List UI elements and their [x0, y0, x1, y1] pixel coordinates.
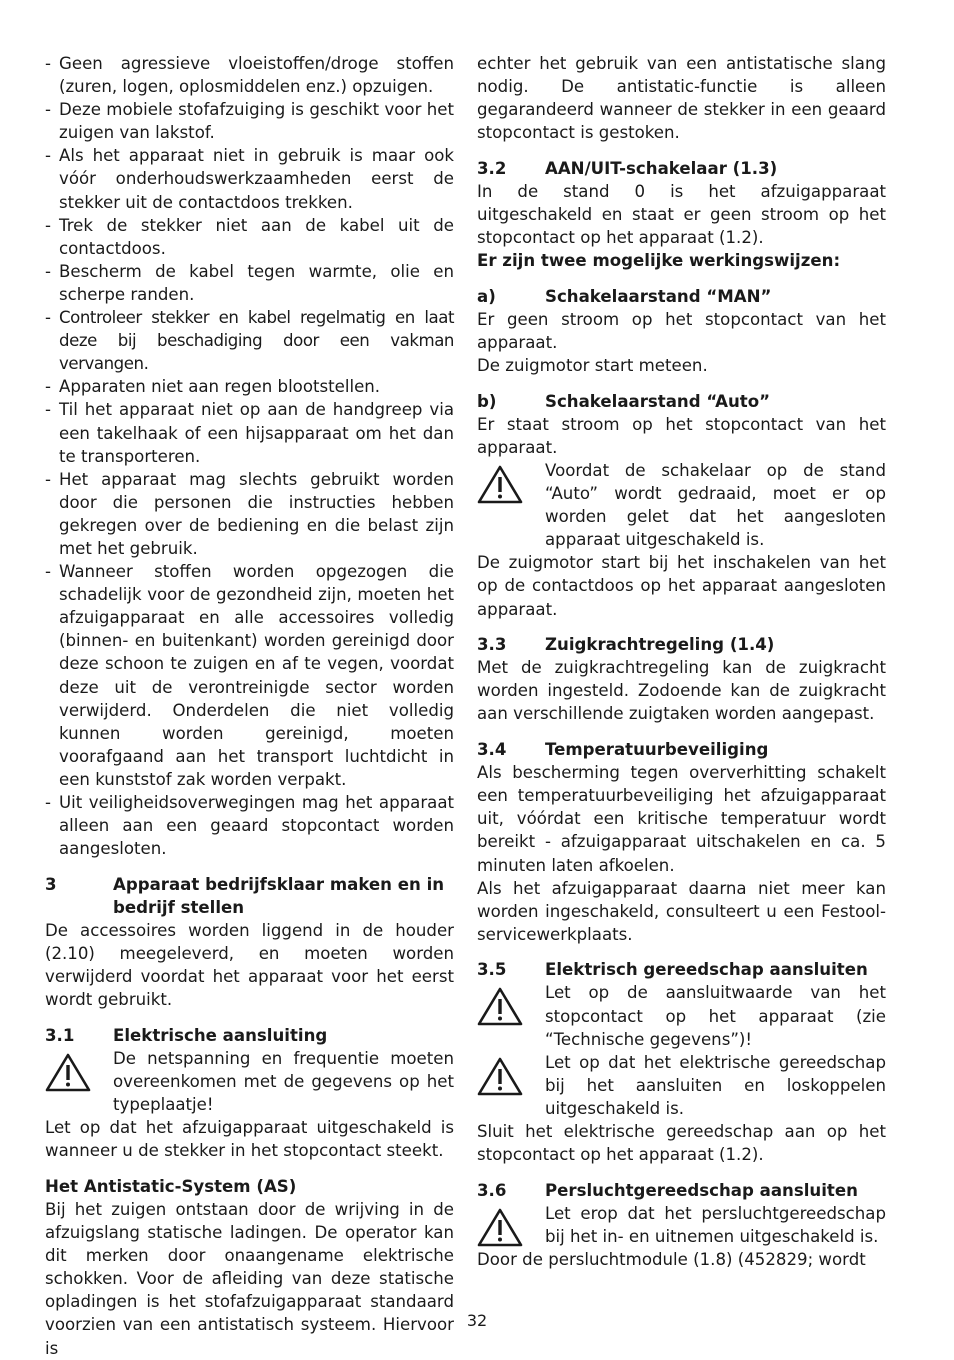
- list-item: - Uit veiligheidsoverwegingen mag het apparaat alleen aan een geaard stopcontact worden aangesloten.: [45, 793, 454, 859]
- section-3-1-text: Let op dat het afzuigapparaat uitgeschakeld is wanneer u de stekker in het stopcontact steekt.: [45, 1118, 454, 1161]
- list-item: - Als het apparaat niet in gebruik is maar ook vóór onderhoudswerkzaamheden eerst de stekker uit de contactdoos trekken.: [45, 146, 454, 212]
- modes-heading: Er zijn twee mogelijke werkingswijzen:: [477, 251, 841, 271]
- section-3-4-text-2: Als het afzuigapparaat daarna niet meer kan worden ingeschakeld, consulteert u een Festool-servicewerkplaats.: [477, 878, 886, 944]
- page-number: 32: [466, 1311, 488, 1330]
- section-heading-3-6: 3.6 Persluchtgereedschap aansluiten: [477, 1180, 858, 1200]
- section-heading-3-3: 3.3 Zuigkrachtregeling (1.4): [477, 635, 775, 655]
- list-item: - Trek de stekker niet aan de kabel uit de contactdoos.: [45, 215, 454, 258]
- left-column: [45, 52, 454, 1360]
- warning-note: Let op dat het elektrische gereedschap bij het aansluiten en loskoppelen uitgeschakeld is.: [477, 1051, 886, 1120]
- list-item: - Controleer stekker en kabel regelmatig en laat deze bij beschadiging door een vakman vervangen.: [45, 308, 454, 374]
- warning-note: Let op de aansluitwaarde van het stopcontact op het apparaat (zie “Technische gegevens”)!: [477, 981, 886, 1050]
- list-item: - Til het apparaat niet op aan de handgreep via een takelhaak of een hijsapparaat om het dan te transporteren.: [45, 400, 454, 466]
- section-3-3-text: Met de zuigkrachtregeling kan de zuigkracht worden ingesteld. Zodoende kan de zuigkracht aan verschillende zuigtaken worden aangepast.: [477, 658, 886, 724]
- warning-triangle-icon: [477, 1207, 523, 1247]
- mode-a-text-2: De zuigmotor start meteen.: [477, 356, 708, 376]
- list-item: - Het apparaat mag slechts gebruikt worden door die personen die instructies hebben gekregen over de bediening en die belast zijn met het gebruik.: [45, 469, 454, 558]
- section-3-4-text: Als bescherming tegen oververhitting schakelt een temperatuurbeveiliging het afzuigapparaat uit, vóórdat een kritische temperatuur wordt bereikt - afzuigapparaat uitschakelen en ca. 5 minuten laten afkoelen.: [477, 763, 886, 875]
- antistatic-heading: Het Antistatic-System (AS): [45, 1176, 297, 1196]
- warning-note: Let erop dat het persluchtgereedschap bij het in- en uitnemen uitgeschakeld is.: [477, 1202, 886, 1248]
- warning-triangle-icon: [477, 1056, 523, 1096]
- mode-b-heading: b) Schakelaarstand “Auto”: [477, 391, 771, 411]
- section-heading-3-1: 3.1 Elektrische aansluiting: [45, 1025, 328, 1045]
- section-heading-3-2: 3.2 AAN/UIT-schakelaar (1.3): [477, 158, 778, 178]
- list-item: - Apparaten niet aan regen blootstellen.: [45, 377, 381, 397]
- section-heading-3: 3 Apparaat bedrijfsklaar maken en in bedrijf stellen: [45, 874, 445, 917]
- warning-note: De netspanning en frequentie moeten overeenkomen met de gegevens op het typeplaatje!: [45, 1047, 454, 1116]
- mode-b-text-2: De zuigmotor start bij het inschakelen van het op de contactdoos op het apparaat aangesloten apparaat.: [477, 553, 886, 619]
- section-heading-3-4: 3.4 Temperatuurbeveiliging: [477, 740, 769, 760]
- safety-bullet-list: [45, 52, 454, 860]
- warning-triangle-icon: [477, 464, 523, 504]
- section-3-2-text: In de stand 0 is het afzuigapparaat uitgeschakeld en staat er geen stroom op het stopcontact op het apparaat (1.2).: [477, 181, 886, 248]
- mode-a-text: Er geen stroom op het stopcontact van het apparaat.: [477, 309, 886, 353]
- list-item: - Wanneer stoffen worden opgezogen die schadelijk voor de gezondheid zijn, moeten het afzuigapparaat en alle accessoires volledig (binnen- en buitenkant) worden gereinigd door deze schoon te zuigen en af te vegen, voordat deze uit de verontreinigde sector worden verwijderd. Onderdelen die niet volledig kunnen worden gereinigd, moeten voorafgaand aan het transport luchtdicht in een kunststof zak worden verpakt.: [45, 562, 454, 789]
- continued-text: echter het gebruik van een antistatische slang nodig. De antistatic-functie is alleen gegarandeerd wanneer de stekker in een geaard stopcontact is gestoken.: [477, 54, 886, 143]
- section-heading-3-5: 3.5 Elektrisch gereedschap aansluiten: [477, 960, 868, 980]
- section-3-6-text: Door de persluchtmodule (1.8) (452829; wordt: [477, 1250, 866, 1269]
- section-3-5-text: Sluit het elektrische gereedschap aan op het stopcontact op het apparaat (1.2).: [477, 1122, 886, 1165]
- warning-triangle-icon: [477, 986, 523, 1026]
- right-column: [477, 52, 886, 1271]
- antistatic-text: Bij het zuigen ontstaan door de wrijving in de afzuigslang statische ladingen. De operator kan dit merken door onaangename elektrische schokken. Voor de afleiding van deze statische opladingen is het stofafzuigapparaat standaard voorzien van een antistatisch systeem. Hiervoor is: [45, 1200, 454, 1358]
- list-item: - Bescherm de kabel tegen warmte, olie en scherpe randen.: [45, 261, 454, 304]
- warning-triangle-icon: [45, 1052, 91, 1092]
- mode-a-heading: a) Schakelaarstand “MAN”: [477, 286, 772, 306]
- mode-b-text: Er staat stroom op het stopcontact van het apparaat.: [477, 414, 886, 457]
- warning-note: Voordat de schakelaar op de stand “Auto” wordt gedraaid, moet er op worden gelet dat het aangesloten apparaat uitgeschakeld is.: [477, 459, 886, 551]
- section-3-text: De accessoires worden liggend in de houder (2.10) meegeleverd, en moeten worden verwijderd voordat het apparaat voor het eerst wordt gebruikt.: [45, 920, 454, 1010]
- list-item: - Deze mobiele stofafzuiging is geschikt voor het zuigen van lakstof.: [45, 100, 454, 143]
- list-item: - Geen agressieve vloeistoffen/droge stoffen (zuren, logen, oplosmiddelen enz.) opzuigen.: [45, 54, 454, 97]
